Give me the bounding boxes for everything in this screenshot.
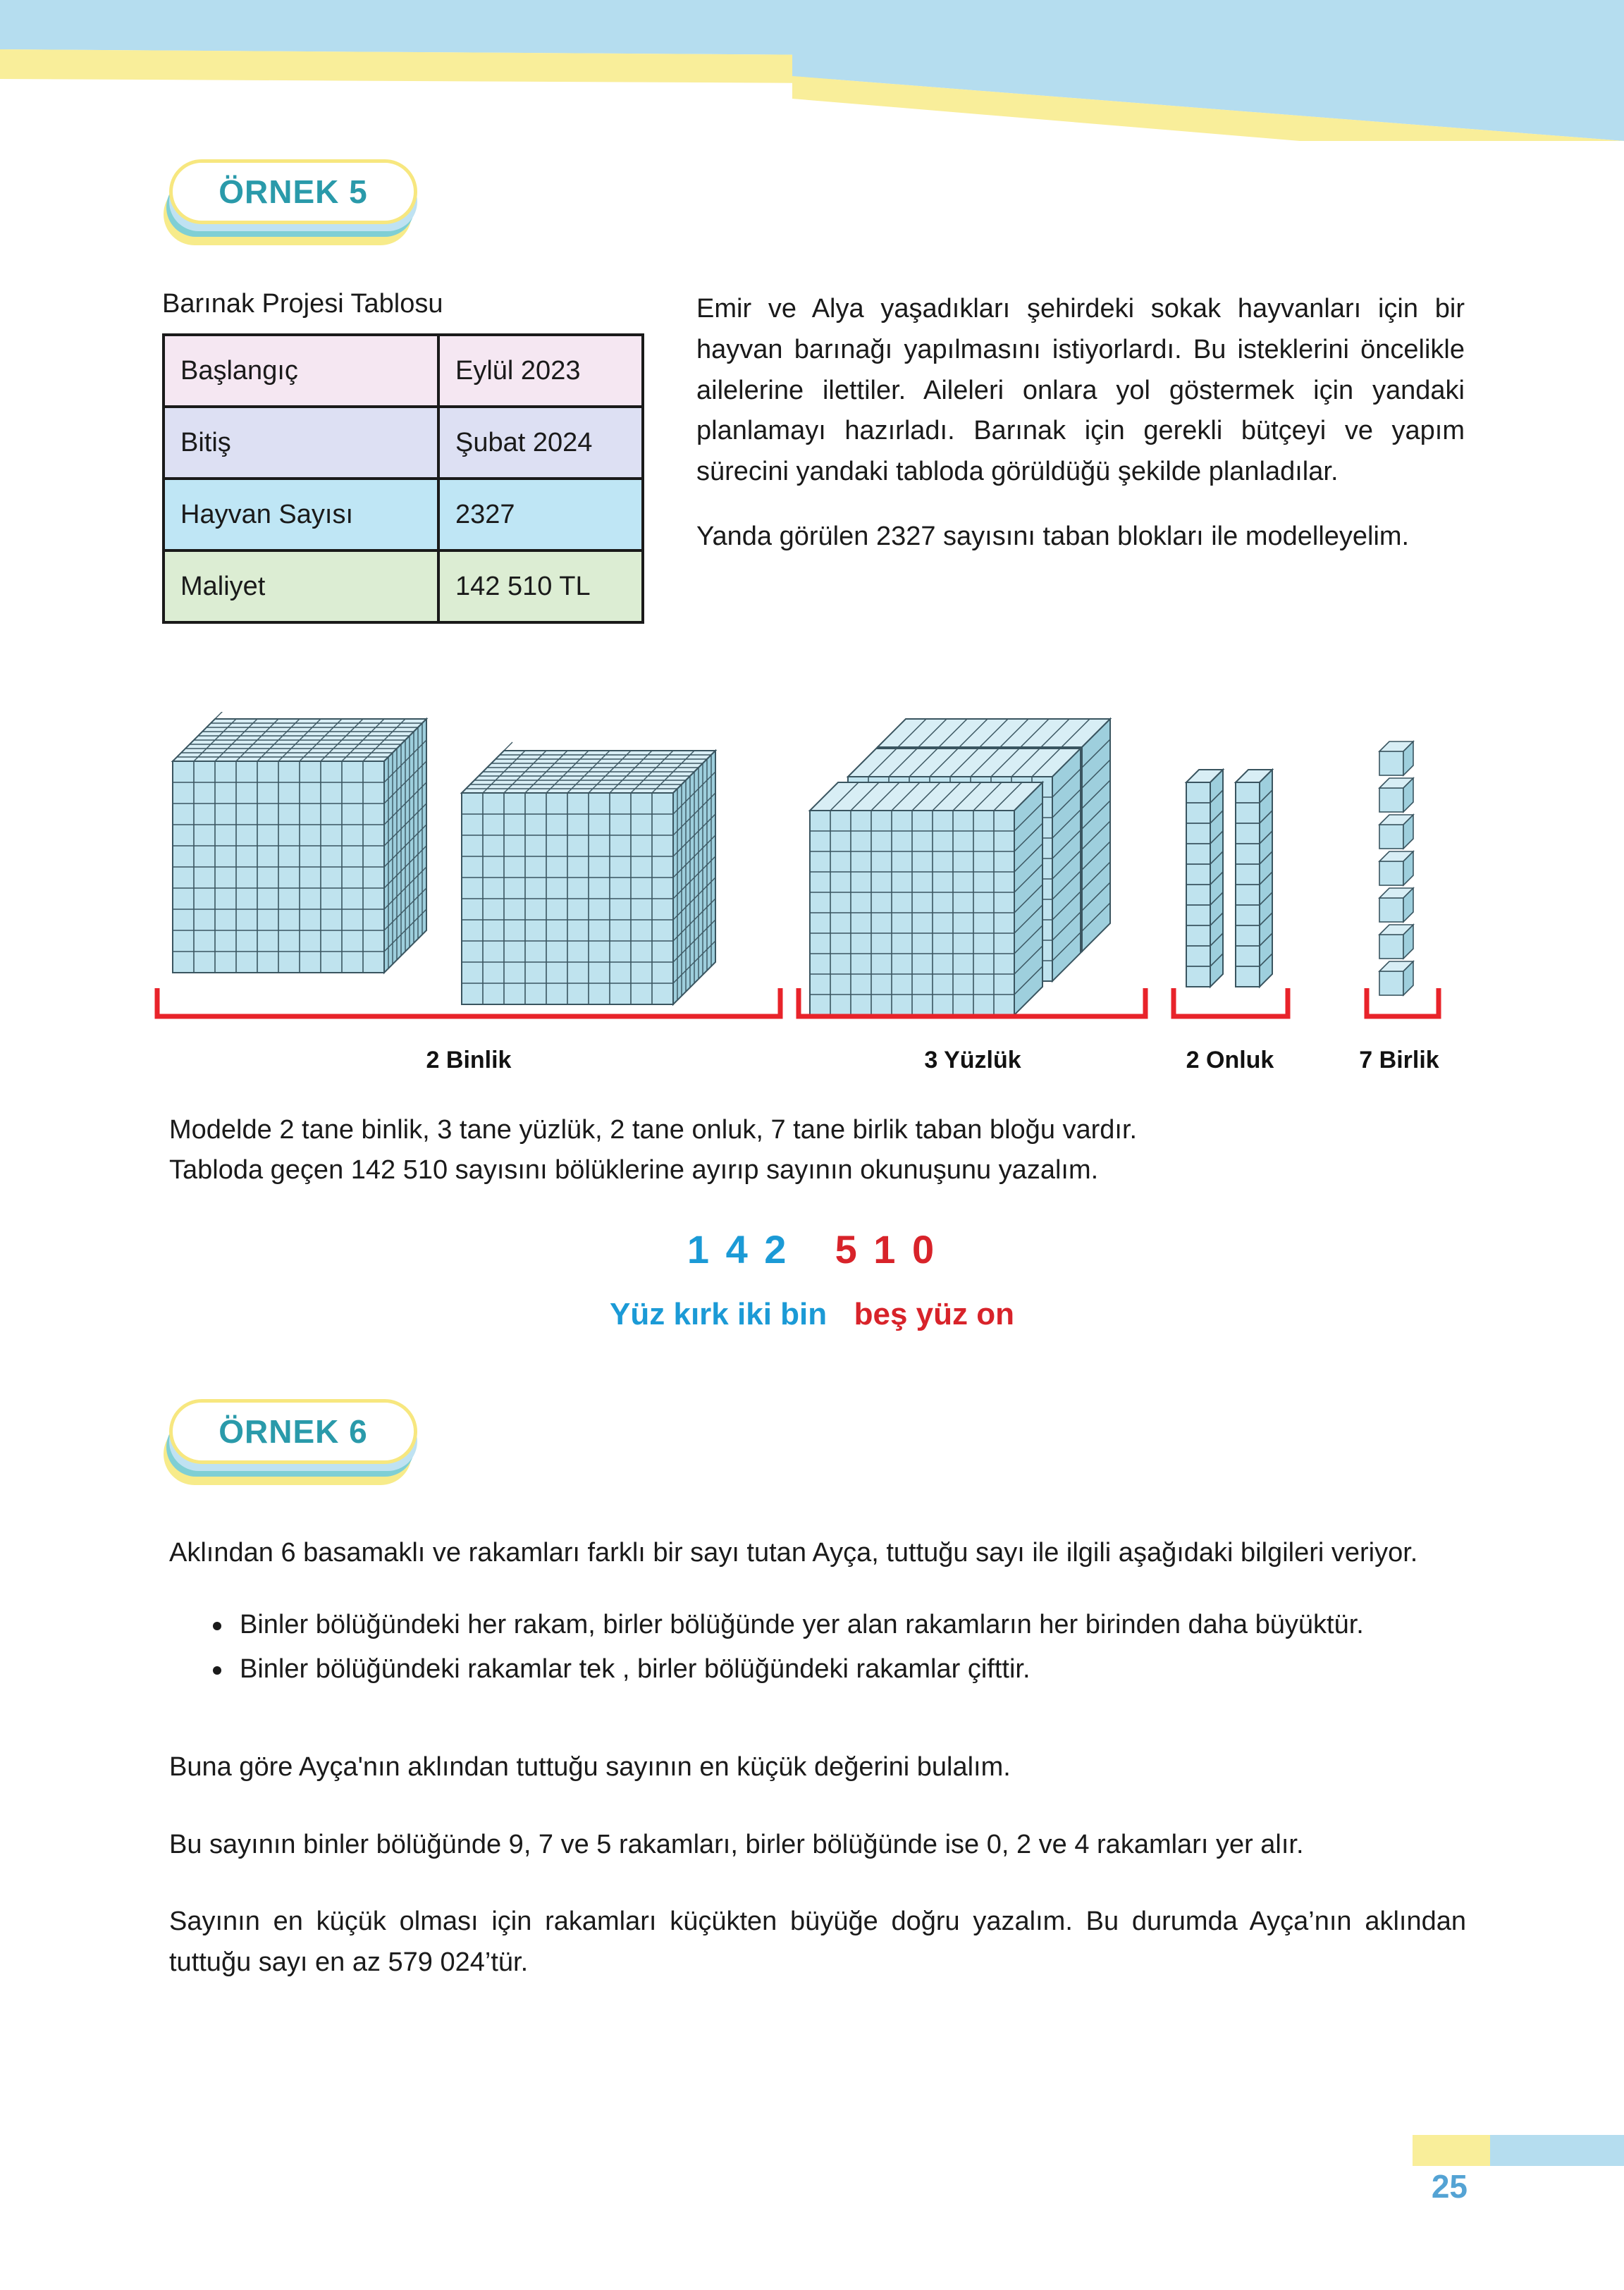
words-ones-part: beş yüz on: [854, 1297, 1014, 1331]
thousand-blocks-label: 2 Binlik: [426, 1047, 512, 1073]
table-row: [164, 335, 643, 407]
table-row: [164, 407, 643, 479]
footer-decoration: [1173, 2135, 1624, 2290]
top-left-decoration: [0, 0, 832, 120]
model-description: [169, 1110, 1466, 1190]
example-5-paragraph-2: Yanda görülen 2327 sayısını taban blokları ile modelleyelim.: [696, 521, 1410, 551]
ten-blocks-label: 2 Onluk: [1186, 1047, 1274, 1073]
table-cell-key: Başlangıç: [164, 335, 438, 407]
page-number: 25: [1431, 2168, 1468, 2205]
example-6-label: ÖRNEK 6: [219, 1413, 368, 1450]
shelter-table-column: [162, 289, 684, 624]
example-5-label: ÖRNEK 5: [219, 173, 368, 210]
badge-face: [169, 159, 417, 224]
ten-blocks-group: [1167, 712, 1293, 1036]
hundred-blocks-label: 3 Yüzlük: [924, 1047, 1021, 1073]
example-6-badge: [169, 1399, 417, 1464]
table-row: [164, 479, 643, 550]
one-blocks-group: [1336, 712, 1470, 1036]
example-5-paragraph-1: Emir ve Alya yaşadıkları şehirdeki sokak hayvanları için bir hayvan barınağı yapılmasını istiyorlardı. Bu isteklerini öncelikle ailelerine ilettiler. Aileleri onlara yol göstermek için yandaki planlamayı hazırladı. Barınak için gerekli bütçeyi ve yapım sürecini yandaki tabloda görüldüğü şekilde planladılar.: [696, 294, 1465, 486]
number-ones-part: 5 1 0: [835, 1227, 937, 1272]
number-decomposition: [0, 1226, 1624, 1272]
example-6-step-1: Bu sayının binler bölüğünde 9, 7 ve 5 rakamları, birler bölüğünde ise 0, 2 ve 4 rakamları yer alır.: [169, 1829, 1304, 1859]
list-item: Binler bölüğündeki her rakam, birler bölüğünde yer alan rakamların her birinden daha büyüktür.: [209, 1605, 1466, 1645]
base-ten-blocks-figure: [0, 712, 1624, 1078]
model-text-line-1: Modelde 2 tane binlik, 3 tane yüzlük, 2 tane onluk, 7 tane birlik taban bloğu vardır.: [169, 1115, 1138, 1145]
table-cell-value: 2327: [438, 479, 643, 550]
example-6-question: Buna göre Ayça'nın aklından tuttuğu sayının en küçük değerini bulalım.: [169, 1752, 1011, 1782]
shelter-project-table: [162, 333, 644, 624]
example-6-intro: Aklından 6 basamaklı ve rakamları farklı bir sayı tutan Ayça, tuttuğu sayı ile ilgili aşağıdaki bilgileri veriyor.: [169, 1538, 1418, 1568]
example-5-top-area: [0, 289, 1624, 624]
number-thousands-part: 1 4 2: [687, 1227, 789, 1272]
example-5-badge: [169, 159, 417, 224]
one-blocks-label: 7 Birlik: [1359, 1047, 1439, 1073]
top-right-decoration: [792, 0, 1624, 141]
example-6-step-2: Sayının en küçük olması için rakamları küçükten büyüğe doğru yazalım. Bu durumda Ayça’nın aklından tuttuğu sayı en az 579 024’tür.: [169, 1907, 1466, 1977]
example-6-conditions-list: [209, 1605, 1466, 1689]
badge-face: [169, 1399, 417, 1464]
model-text-line-2: Tabloda geçen 142 510 sayısını bölüklerine ayırıp sayının okunuşunu yazalım.: [169, 1155, 1099, 1185]
table-cell-key: Bitiş: [164, 407, 438, 479]
table-row: [164, 550, 643, 622]
shelter-table-caption: Barınak Projesi Tablosu: [162, 289, 443, 319]
table-cell-key: Maliyet: [164, 550, 438, 622]
table-cell-value: Eylül 2023: [438, 335, 643, 407]
example-5-text-column: [696, 289, 1465, 624]
number-in-words: [0, 1297, 1624, 1332]
hundred-blocks-group: [793, 712, 1152, 1036]
table-cell-value: Şubat 2024: [438, 407, 643, 479]
list-item: Binler bölüğündeki rakamlar tek , birler bölüğündeki rakamlar çifttir.: [209, 1649, 1466, 1689]
table-cell-key: Hayvan Sayısı: [164, 479, 438, 550]
example-6-body: [169, 1533, 1466, 1983]
words-thousands-part: Yüz kırk iki bin: [610, 1297, 828, 1331]
thousand-blocks-group: [152, 712, 786, 1036]
table-cell-value: 142 510 TL: [438, 550, 643, 622]
